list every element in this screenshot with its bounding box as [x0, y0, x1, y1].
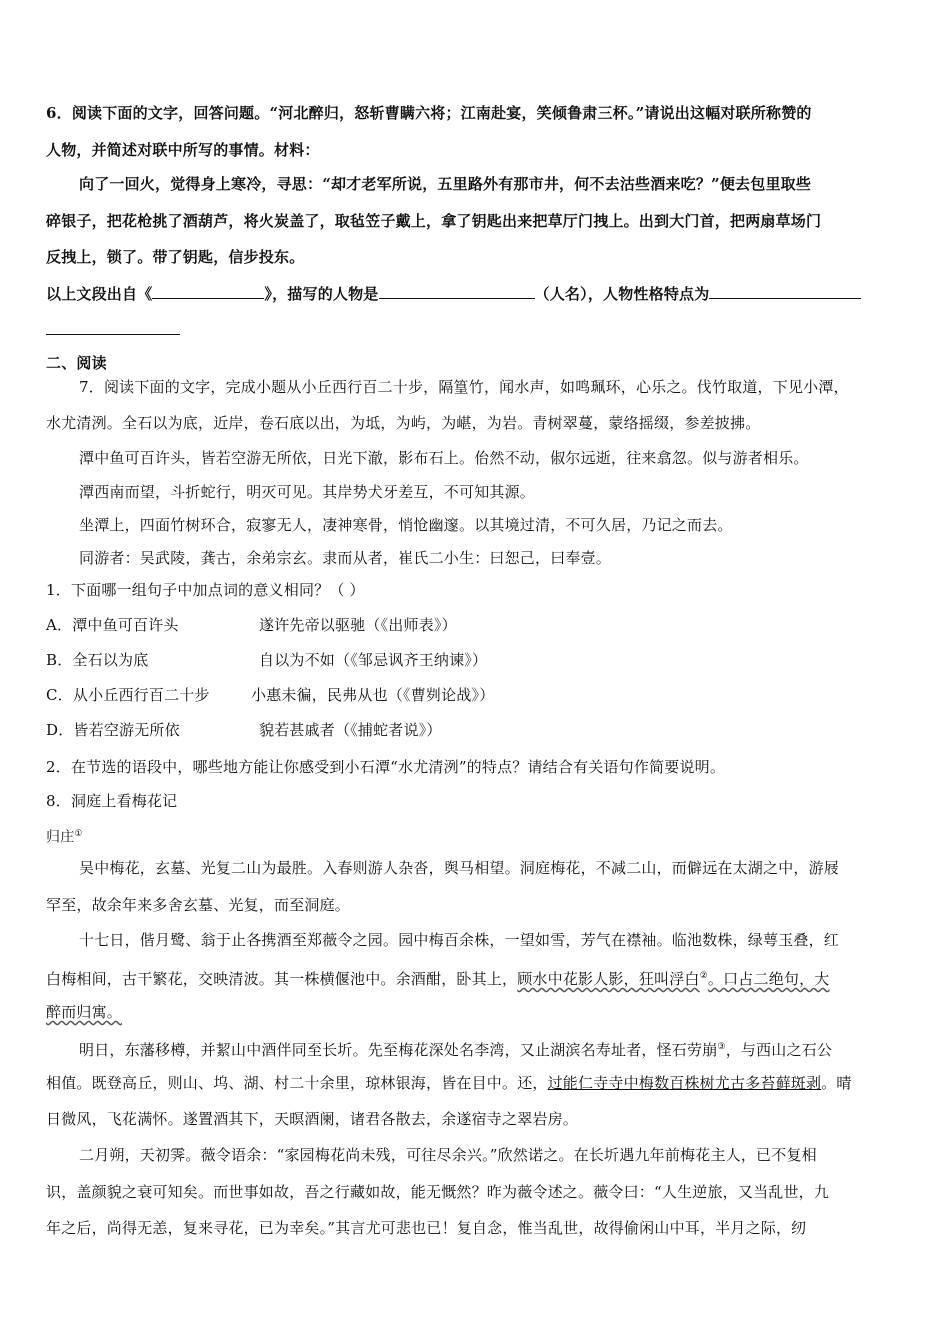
q7-sub1: 1．下面哪一组句子中加点词的意义相同？（ ）	[46, 581, 365, 599]
option-a-label: A．潭中鱼可百许头	[46, 616, 179, 634]
option-d-pair: 貌若甚戚者（《捕蛇者说》）	[259, 721, 442, 739]
q8-p4-b: 识，盖颜貌之衰可知矣。而世事如故，吾之行藏如故，能无慨然？昨为薇令述之。薇令曰：“人生逆旅，又当乱世，九	[46, 1183, 830, 1201]
option-c-pair: 小惠未徧，民弗从也（《曹刿论战》）	[251, 686, 495, 704]
q8-p1-b: 罕至，故余年来多舍玄墓、光复，而至洞庭。	[46, 896, 351, 914]
q7-sub2: 2．在节选的语段中，哪些地方能让你感受到小石潭“水尤清洌”的特点？请结合有关语句作简要说明。	[46, 758, 726, 776]
q8-p3-a-text: 明日，东藩移樽，并絜山中酒伴同至长圻。先至梅花深处名李湾，又止湖滨名寿址者，怪石劳崩	[79, 1041, 718, 1059]
q6-material-3: 反拽上，锁了。带了钥匙，信步投东。	[46, 248, 305, 266]
q7-p1-b: 水尤清洌。全石以为底，近岸，卷石底以出，为坻，为屿，为嵁，为岩。青树翠蔓，蒙络摇缀，参差披拂。	[46, 414, 761, 432]
q6-fill-mid: 》，描写的人物是	[264, 285, 379, 303]
option-c-label: C．从小丘西行百二十步	[46, 686, 210, 704]
option-b-pair: 自以为不如（《邹忌讽齐王纳谏》）	[259, 651, 488, 669]
option-c[interactable]	[46, 685, 908, 705]
q8-p2-b-wavy: 顾水中花影人影，狂叫浮白	[517, 970, 700, 988]
option-b-label: B．全石以为底	[46, 651, 149, 669]
personality-blank-continued[interactable]	[46, 334, 180, 335]
q7-p1-a: 7．阅读下面的文字，完成小题从小丘西行百二十步，隔篁竹，闻水声，如鸣珮环，心乐之。伐竹取道，下见小潭，	[79, 378, 849, 396]
footnote-3-mark: ③	[717, 1042, 726, 1052]
q7-p3: 潭西南而望，斗折蛇行，明灭可见。其岸势犬牙差互，不可知其源。	[79, 483, 536, 501]
q8-p2-c-wavy: 醉而归寓。	[46, 1003, 123, 1021]
q7-p4: 坐潭上，四面竹树环合，寂寥无人，凄神寒骨，悄怆幽邃。以其境过清，不可久居，乃记之而去。	[79, 516, 733, 534]
personality-blank[interactable]	[709, 282, 861, 299]
q8-p2-b	[46, 966, 908, 989]
underlined-sentence: 过能仁寺寺中梅数百株树尤古多苔藓斑剥	[547, 1074, 822, 1092]
q6-material-1: 向了一回火，觉得身上寒冷，寻思：“却才老军所说，五里路外有那市井，何不去沽些酒来吃？”便去包里取些	[79, 175, 812, 193]
q6-line-1: 6．阅读下面的文字，回答问题。“河北醉归，怒斩曹瞒六将；江南赴宴，笑倾鲁肃三杯。”请说出这幅对联所称赞的	[46, 104, 812, 122]
q8-p2-a: 十七日，偕月鹭、翁于止各携酒至郑薇令之园。园中梅百余株，一望如雪，芳气在襟袖。临池数株，绿萼玉叠，红	[79, 931, 840, 949]
q8-p2-c	[46, 1002, 908, 1022]
q8-p4-a: 二月朔，天初霁。薇令语余：“家园梅花尚未残，可往尽余兴。”欣然诺之。在长圻遇九年前梅花主人，已不复相	[79, 1146, 817, 1164]
q8-p3-b-tail: 。晴	[821, 1074, 852, 1092]
q8-p2-b-plain: 白梅相间，古干繁花，交映清波。其一株横偃池中。余酒酣，卧其上，	[46, 970, 518, 988]
q8-p3-b	[46, 1073, 908, 1093]
q6-fill-line	[46, 282, 908, 304]
footnote-2-mark: ②	[699, 971, 708, 981]
book-title-blank[interactable]	[152, 282, 264, 299]
q7-p5: 同游者：吴武陵，龚古，余弟宗玄。隶而从者，崔氏二小生：曰恕己，曰奉壹。	[79, 549, 612, 567]
character-name-blank[interactable]	[379, 282, 535, 299]
q8-p4-c: 年之后，尚得无恙，复来寻花，已为幸矣。”其言尤可悲也已！复自念，惟当乱世，故得偷闲山中耳，半月之际，纫	[46, 1219, 807, 1237]
q8-author-name: 归庄	[46, 829, 75, 846]
q8-p3-a-tail: ，与西山之石公	[725, 1041, 833, 1059]
option-d-label: D．皆若空游无所依	[46, 721, 180, 739]
q8-p1-a: 吴中梅花，玄墓、光复二山为最胜。入春则游人杂沓，舆马相望。洞庭梅花，不减二山，而僻远在太湖之中，游屐	[79, 859, 840, 877]
author-footnote-mark: ①	[74, 829, 83, 839]
q8-p2-b-wavy-tail: 。口占二绝句，大	[707, 970, 830, 988]
q8-p3-b-plain: 相值。既登高丘，则山、坞、湖、村二十余里，琼林银海，皆在目中。还，	[46, 1074, 548, 1092]
option-a-pair: 遂许先帝以驱驰（《出师表》）	[259, 616, 457, 634]
q7-p2: 潭中鱼可百许头，皆若空游无所依，日光下澈，影布石上。佁然不动，俶尔远逝，往来翕忽。似与游者相乐。	[79, 449, 809, 467]
option-b[interactable]	[46, 650, 908, 670]
q6-fill-suffix: （人名），人物性格特点为	[534, 285, 710, 303]
q6-material-2: 碎银子，把花枪挑了酒葫芦，将火炭盖了，取毡笠子戴上，拿了钥匙出来把草厅门拽上。出到大门首，把两扇草场门	[46, 212, 822, 230]
option-a[interactable]	[46, 615, 908, 635]
q8-p3-a	[79, 1037, 941, 1060]
q6-line-2: 人物，并简述对联中所写的事情。材料：	[46, 141, 320, 159]
q8-p3-c: 日微风，飞花满怀。遂置酒其下，天暝酒阑，诸君各散去，余遂宿寺之翠岩房。	[46, 1110, 579, 1128]
q6-fill-prefix: 以上文段出自《	[46, 285, 153, 303]
section-title: 二、阅读	[46, 354, 107, 372]
q8-title: 8．洞庭上看梅花记	[46, 792, 178, 810]
option-d[interactable]	[46, 720, 908, 740]
q8-author	[46, 824, 908, 848]
